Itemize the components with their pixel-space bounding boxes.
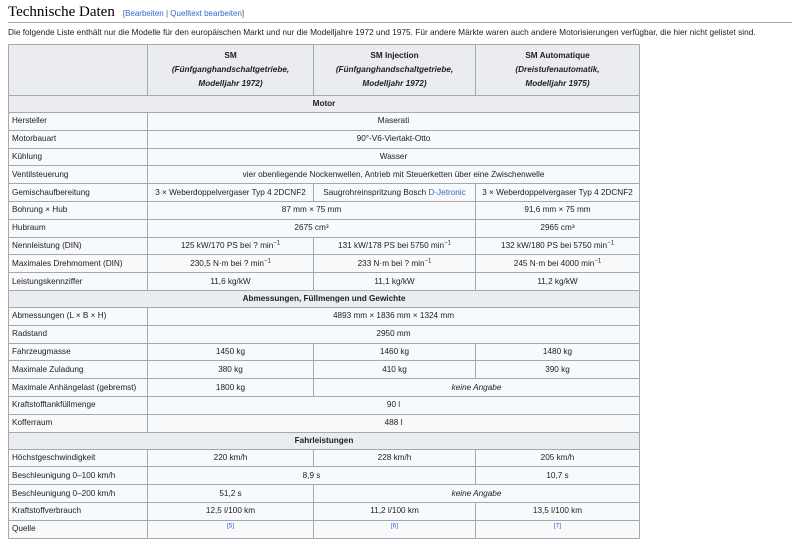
- column-header-sm-injection: [314, 45, 476, 96]
- d-jetronic-link[interactable]: D-Jetronic: [428, 187, 466, 197]
- row-label: Hersteller: [9, 113, 148, 131]
- cell-value: [314, 520, 476, 538]
- cell-value: keine Angabe: [314, 379, 640, 397]
- row-label: Nennleistung (DIN): [9, 237, 148, 255]
- superscript: −1: [444, 240, 451, 247]
- cell-value: 10,7 s: [476, 467, 640, 485]
- cell-value: 2950 mm: [148, 325, 640, 343]
- row-label: Bohrung × Hub: [9, 201, 148, 219]
- cell-value: 8,9 s: [148, 467, 476, 485]
- corner-cell: [9, 45, 148, 96]
- cell-text: 131 kW/178 PS bei 5750 min: [338, 240, 445, 250]
- edit-bracket-close: ]: [241, 9, 245, 18]
- cell-value: 90°-V6-Viertakt-Otto: [148, 130, 640, 148]
- table-row: [9, 502, 640, 520]
- cell-value: 1480 kg: [476, 343, 640, 361]
- column-sub: Modelljahr 1972): [362, 79, 427, 88]
- cell-value: [476, 255, 640, 273]
- table-row: [9, 520, 640, 538]
- cell-value: [314, 184, 476, 202]
- table-row: [9, 130, 640, 148]
- section-title: Technische Daten: [8, 4, 115, 20]
- edit-link[interactable]: Bearbeiten: [125, 9, 164, 18]
- row-label: Höchstgeschwindigkeit: [9, 449, 148, 467]
- cell-value: Maserati: [148, 113, 640, 131]
- table-row: [9, 219, 640, 237]
- section-header-perf: Fahrleistungen: [9, 432, 640, 449]
- row-label: Leistungskennziffer: [9, 273, 148, 291]
- table-row: [9, 379, 640, 397]
- cell-value: Wasser: [148, 148, 640, 166]
- cell-value: 2675 cm³: [148, 219, 476, 237]
- cell-value: 11,1 kg/kW: [314, 273, 476, 291]
- cell-value: [476, 237, 640, 255]
- edit-bracket-open: [: [122, 9, 126, 18]
- table-row: [9, 184, 640, 202]
- table-row: [9, 201, 640, 219]
- table-row: [9, 449, 640, 467]
- column-sub: Modelljahr 1975): [525, 79, 590, 88]
- cell-value: 13,5 l/100 km: [476, 502, 640, 520]
- column-name: SM: [224, 51, 237, 60]
- row-label: Abmessungen (L × B × H): [9, 307, 148, 325]
- row-label: Beschleunigung 0–200 km/h: [9, 485, 148, 503]
- cell-text: 125 kW/170 PS bei ? min: [180, 240, 274, 250]
- cell-value: 220 km/h: [148, 449, 314, 467]
- row-label: Maximale Zuladung: [9, 361, 148, 379]
- row-label: Kühlung: [9, 148, 148, 166]
- cell-value: 1800 kg: [148, 379, 314, 397]
- reference-link[interactable]: [6]: [390, 522, 399, 530]
- cell-text: 245 N·m bei 4000 min: [513, 258, 595, 268]
- table-header-row: [9, 45, 640, 96]
- reference-link[interactable]: [5]: [226, 522, 235, 530]
- row-label: Motorbauart: [9, 130, 148, 148]
- cell-value: 4893 mm × 1836 mm × 1324 mm: [148, 307, 640, 325]
- cell-value: 51,2 s: [148, 485, 314, 503]
- table-row: [9, 325, 640, 343]
- superscript: −1: [424, 258, 432, 265]
- column-header-sm-automatique: [476, 45, 640, 96]
- cell-value: 11,2 kg/kW: [476, 273, 640, 291]
- cell-value: 1460 kg: [314, 343, 476, 361]
- column-name: SM Injection: [370, 51, 419, 60]
- row-label: Fahrzeugmasse: [9, 343, 148, 361]
- table-row: [9, 343, 640, 361]
- cell-text: 233 N·m bei ? min: [357, 258, 425, 268]
- column-sub: Modelljahr 1972): [198, 79, 263, 88]
- cell-value: [148, 237, 314, 255]
- intro-paragraph: Die folgende Liste enthält nur die Modelle für den europäischen Markt und nur die Modelljahre 1972 und 1975. Für andere Märkte waren auch andere Motorisierungen verfügbar, die hier nicht gelistet sind.: [8, 27, 756, 37]
- cell-value: 488 l: [148, 414, 640, 432]
- superscript: −1: [273, 240, 281, 247]
- column-name: SM Automatique: [525, 51, 590, 60]
- table-row: [9, 148, 640, 166]
- edit-separator: |: [163, 9, 171, 18]
- table-row: [9, 237, 640, 255]
- cell-value: 205 km/h: [476, 449, 640, 467]
- superscript: −1: [594, 258, 602, 265]
- section-header-dims: Abmessungen, Füllmengen und Gewichte: [9, 290, 640, 307]
- section-header-motor: Motor: [9, 96, 640, 113]
- table-row: [9, 467, 640, 485]
- cell-value: 90 l: [148, 396, 640, 414]
- table-row: [9, 485, 640, 503]
- edit-source-link[interactable]: Quelltext bearbeiten: [170, 9, 242, 18]
- cell-value: vier obenliegende Nockenwellen, Antrieb mit Steuerketten über eine Zwischenwelle: [148, 166, 640, 184]
- cell-value: 91,6 mm × 75 mm: [476, 201, 640, 219]
- cell-value: 410 kg: [314, 361, 476, 379]
- section-row-perf: [9, 432, 640, 449]
- cell-value: [148, 255, 314, 273]
- row-label: Kofferraum: [9, 414, 148, 432]
- cell-value: 3 × Weberdoppelvergaser Typ 4 2DCNF2: [148, 184, 314, 202]
- row-label: Hubraum: [9, 219, 148, 237]
- cell-text: 230,5 N·m bei ? min: [190, 258, 264, 268]
- edit-links: [123, 9, 244, 18]
- row-label: Radstand: [9, 325, 148, 343]
- cell-value: 11,2 l/100 km: [314, 502, 476, 520]
- table-row: [9, 307, 640, 325]
- cell-value: 1450 kg: [148, 343, 314, 361]
- section-row-motor: [9, 96, 640, 113]
- cell-value: 11,6 kg/kW: [148, 273, 314, 291]
- cell-value: [476, 520, 640, 538]
- table-row: [9, 273, 640, 291]
- row-label: Kraftstofftankfüllmenge: [9, 396, 148, 414]
- cell-value: 380 kg: [148, 361, 314, 379]
- column-sub: (Dreistufenautomatik,: [515, 65, 600, 74]
- cell-value: 87 mm × 75 mm: [148, 201, 476, 219]
- table-row: [9, 166, 640, 184]
- heading-divider: [8, 22, 792, 23]
- superscript: −1: [607, 240, 614, 247]
- cell-text: Saugrohreinspritzung Bosch: [323, 187, 429, 197]
- cell-value: 3 × Weberdoppelvergaser Typ 4 2DCNF2: [476, 184, 640, 202]
- section-row-dims: [9, 290, 640, 307]
- cell-value: [314, 255, 476, 273]
- row-label: Gemischaufbereitung: [9, 184, 148, 202]
- table-row: [9, 255, 640, 273]
- row-label: Maximales Drehmoment (DIN): [9, 255, 148, 273]
- cell-text: 132 kW/180 PS bei 5750 min: [501, 240, 608, 250]
- reference-link[interactable]: [7]: [553, 522, 562, 530]
- cell-value: 228 km/h: [314, 449, 476, 467]
- cell-value: 2965 cm³: [476, 219, 640, 237]
- table-row: [9, 396, 640, 414]
- table-row: [9, 414, 640, 432]
- row-label: Beschleunigung 0–100 km/h: [9, 467, 148, 485]
- row-label: Kraftstoffverbrauch: [9, 502, 148, 520]
- column-sub: (Fünfganghandschaltgetriebe,: [171, 65, 290, 74]
- cell-value: 12,5 l/100 km: [148, 502, 314, 520]
- cell-value: [148, 520, 314, 538]
- row-label: Ventilsteuerung: [9, 166, 148, 184]
- section-heading: [8, 2, 244, 22]
- technical-data-table: [8, 44, 640, 539]
- row-label: Quelle: [9, 520, 148, 538]
- table-row: [9, 113, 640, 131]
- cell-value: 390 kg: [476, 361, 640, 379]
- column-header-sm: [148, 45, 314, 96]
- cell-value: [314, 237, 476, 255]
- cell-value: keine Angabe: [314, 485, 640, 503]
- superscript: −1: [263, 258, 271, 265]
- column-sub: (Fünfganghandschaltgetriebe,: [335, 65, 454, 74]
- table-row: [9, 361, 640, 379]
- row-label: Maximale Anhängelast (gebremst): [9, 379, 148, 397]
